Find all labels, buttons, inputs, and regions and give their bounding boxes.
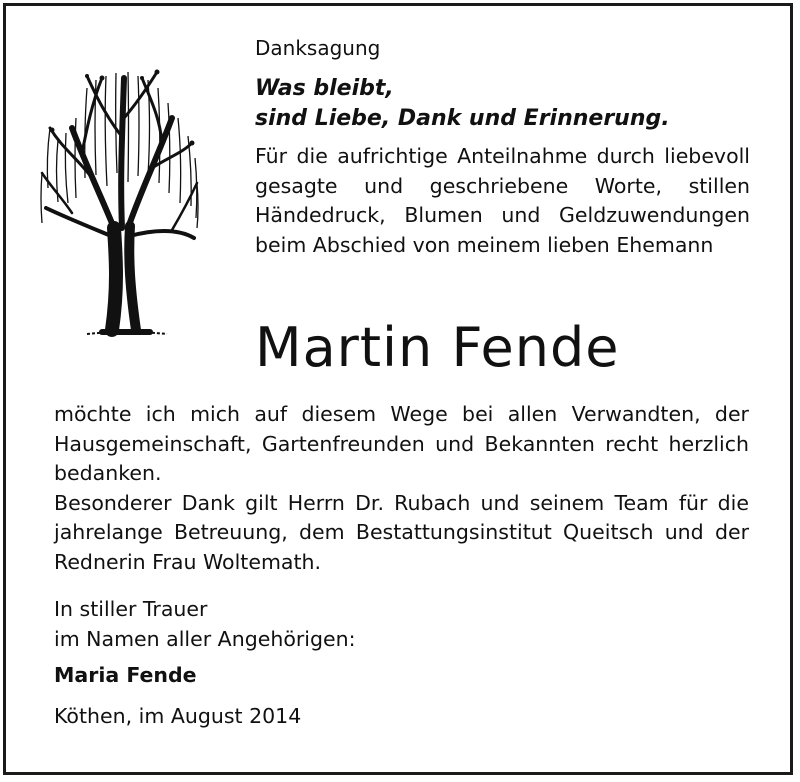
motto-line-2: sind Liebe, Dank und Erinnerung. — [255, 106, 670, 131]
header-section — [255, 36, 750, 260]
deceased-name: Martin Fende — [255, 316, 620, 379]
closing-section — [54, 595, 654, 731]
closing-line-2: im Namen aller Angehörigen: — [54, 626, 356, 651]
signer-name: Maria Fende — [54, 663, 197, 687]
motto — [255, 74, 750, 134]
notice-heading: Danksagung — [255, 36, 381, 60]
closing-line-1: In stiller Trauer — [54, 597, 208, 621]
body-paragraph-1: möchte ich mich auf diesem Wege bei allen Verwandten, der Hausgemeinschaft, Gartenfreunden und Bekannten recht herzlich bedanken. — [54, 402, 749, 485]
intro-text: Für die aufrichtige Anteilnahme durch liebevoll gesagte und geschriebene Worte, stillen Händedruck, Blumen und Geldzuwendungen beim Abschied von meinem lieben Ehemann — [255, 144, 750, 257]
tree-icon — [32, 58, 202, 338]
motto-line-1: Was bleibt, — [255, 76, 394, 101]
body-section — [54, 400, 749, 577]
body-paragraph-2: Besonderer Dank gilt Herrn Dr. Rubach und seinem Team für die jahrelange Betreuung, dem Bestattungsinstitut Queitsch und der Rednerin Frau Woltemath. — [54, 490, 749, 574]
place-date: Köthen, im August 2014 — [54, 703, 302, 728]
